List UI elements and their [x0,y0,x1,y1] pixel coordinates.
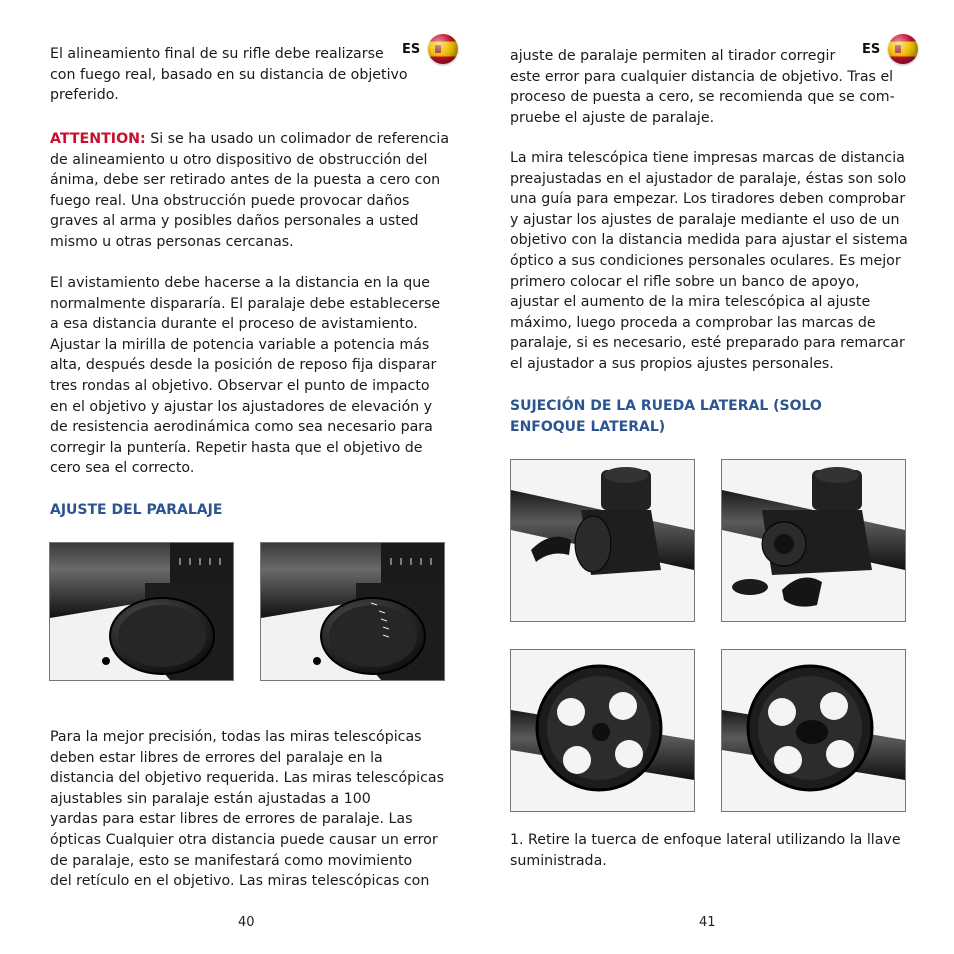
text-line: primero colocar el rifle sobre un banco de apoyo, [510,273,860,290]
text-line: deben estar libres de errores del paralaje en la [50,749,383,766]
step-1-instruction [510,830,930,871]
side-focus-photo-1 [510,459,695,622]
text-line: ánima, debe ser retirado antes de la puesta a cero con [50,172,441,189]
heading-line: SUJECIÓN DE LA RUEDA LATERAL (SOLO [510,398,822,414]
text-line: alta, después desde la posición de reposo fija disparar [50,357,437,374]
text-line: preferido. [50,87,119,104]
text-line: corregir la puntería. Repetir hasta que el objetivo de [50,439,423,456]
text-line: ajustables sin paralaje están ajustadas a 100 [50,790,371,807]
text-line: tres rondas al objetivo. Observar el punto de impacto [50,377,430,394]
text-line: fuego real. Una obstrucción puede provocar daños [50,192,410,209]
text-line: una guía para empezar. Los tiradores deben comprobar [510,191,906,208]
attention-label: ATTENTION: [50,131,146,147]
text-line: Para la mejor precisión, todas las miras telescópicas [50,729,422,745]
parallax-knob-photo-2 [260,542,445,681]
text-line: del retículo en el objetivo. Las miras telescópicas con [50,873,430,890]
text-line: yardas para estar libres de errores de paralaje. Las [50,811,413,828]
text-line: y ajustar los ajustes de paralaje mediante el uso de un [510,211,900,228]
side-wheel-photo-3 [510,649,695,812]
text-line: paralaje, si es necesario, esté preparado para remarcar [510,335,905,352]
text-line: de paralaje, esto se manifestará como movimiento [50,852,413,869]
text-line: El alineamiento final de su rifle debe realizarse [50,46,384,62]
text-line: ajustar el aumento de la mira telescópica al ajuste [510,294,871,311]
text-line: 1. Retire la tuerca de enfoque lateral utilizando la llave [510,832,901,848]
text-line: de alineamiento u otro dispositivo de obstrucción del [50,151,428,168]
attention-paragraph [50,129,450,253]
page-number: 41 [699,915,716,930]
text-line: ópticas Cualquier otra distancia puede causar un error [50,831,438,848]
language-code: ES [862,41,881,57]
side-wheel-photo-4 [721,649,906,812]
spain-flag-icon [428,34,458,64]
text-line: a esa distancia durante el proceso de avistamiento. [50,316,418,333]
precision-paragraph [50,727,450,892]
text-line: La mira telescópica tiene impresas marcas de distancia [510,150,905,166]
text-line: mismo u otras personas cercanas. [50,233,294,250]
section-heading-side-wheel [510,396,822,437]
distance-marks-paragraph [510,148,910,375]
text-line: graves al arma y posibles daños personales a usted [50,213,419,230]
parallax-knob-photo-1 [49,542,234,681]
text-line: El avistamiento debe hacerse a la distancia en la que [50,275,430,291]
text-line: normalmente dispararía. El paralaje debe establecerse [50,295,441,312]
text-line: en el objetivo y ajustar los ajustadores de elevación y [50,398,433,415]
language-code: ES [402,41,421,57]
text-line: ajuste de paralaje permiten al tirador corregir [510,48,836,64]
text-line: distancia del objetivo requerida. Las miras telescópicas [50,770,444,787]
text-line: con fuego real, basado en su distancia de objetivo [50,66,408,83]
parallax-continued-paragraph [510,46,910,128]
text-line: el ajustador a sus propios ajustes personales. [510,355,834,372]
sighting-paragraph [50,273,450,479]
text-line: suministrada. [510,852,607,869]
text-line: cero sea el correcto. [50,460,195,477]
text-line: este error para cualquier distancia de objetivo. Tras el [510,68,894,85]
text-line: proceso de puesta a cero, se recomienda que se com- [510,89,895,106]
text-line: de resistencia aerodinámica como sea necesario para [50,419,433,436]
page-number: 40 [238,915,255,930]
text-line [50,129,450,150]
side-focus-photo-2 [721,459,906,622]
section-heading-parallax: AJUSTE DEL PARALAJE [50,502,223,518]
text-line: óptico a sus condiciones personales oculares. Es mejor [510,252,901,269]
text-line: pruebe el ajuste de paralaje. [510,109,715,126]
text-line: Ajustar la mirilla de potencia variable a potencia más [50,336,430,353]
heading-line: ENFOQUE LATERAL) [510,418,666,435]
text-line: objetivo con la distancia medida para ajustar el sistema [510,232,908,249]
intro-paragraph [50,41,430,106]
right-page [477,0,954,954]
text-line: preajustadas en el ajustador de paralaje, éstas son solo [510,170,907,187]
attention-text: Si se ha usado un colimador de referencia [145,131,450,147]
text-line: máximo, luego proceda a comprobar las marcas de [510,314,876,331]
